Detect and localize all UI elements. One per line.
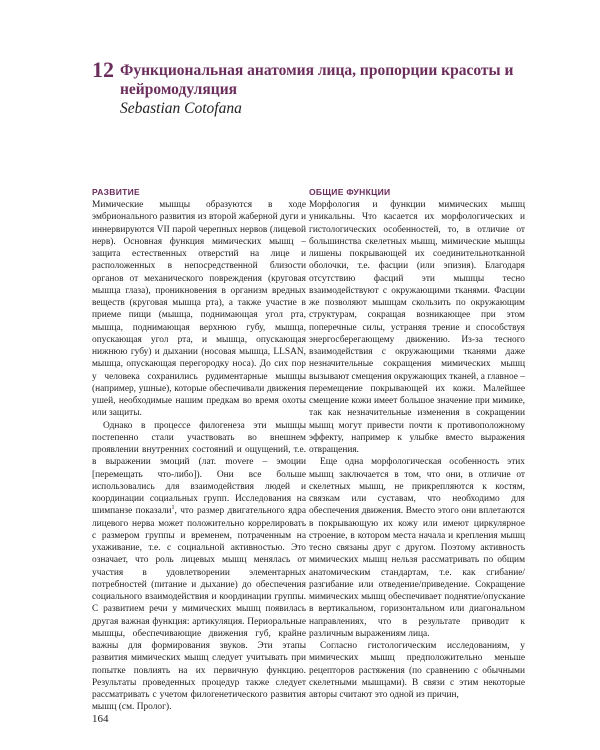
paragraph: Морфология и функции мимических мышц уникальны. Что касается их морфологических и гистологических особенностей, то, в отличие от большинства скелетных мышц, мимические мышцы лишены покрывающей их соединительнотканной оболочки, т.е. фасции (или эпизия). Благодаря отсутствию фасций эти мышцы тесно взаимодействуют с окружающими тканями. Фасции же позволяют мышцам скользить по окружающим структурам, сокращая возникающее при этом поперечные силы, устраняя трение и способствуя энергосберегающему движению. Из-за тесного взаимодействия с окружающими тканями даже незначительные сокращения мимических мышц вызывают смещения окружающих тканей, а главное – перемещение покрывающей их кожи. Малейшее смещение кожи имеет большое значение при мимике, так как незначительные изменения в сокращении мышц могут привести почти к противоположному эффекту, например к улыбке вместо выражения отвращения. — [309, 200, 525, 455]
section-heading-general-functions: ОБЩИЕ ФУНКЦИИ — [309, 187, 391, 197]
left-column — [92, 186, 306, 714]
chapter-title-block — [120, 61, 530, 118]
paragraph-text: , что размер двигательного ядра лицевого нерва может положительно коррелировать с размером группы и временем, потраченным на ухаживание, т.е. с социальной активностью. Это означает, что роль лицевых мышц менялась от участия в удовлетворении элементарных потребностей (питание и дыхание) до обеспечения социального взаимодействия и координации группы. С развитием речи у мимических мышц появилась другая важная функция: артикуляция. Периоральные мышцы, обеспечивающие движения губ, крайне важны для формирования звуков. Эти этапы развития мимических мышц следует учитывать при попытке повлиять на их первичную функцию. Результаты проведенных процедур также следует рассматривать с учетом филогенетического развития мышц (см. Пролог). — [92, 506, 306, 713]
chapter-number: 12 — [92, 57, 114, 82]
paragraph: Еще одна морфологическая особенность этих мышц заключается в том, что они, в отличие от скелетных мышц, не прикрепляются к костям, связкам или суставам, что необходимо для обеспечения движения. Вместо этого они вплетаются в покрывающую их кожу или имеют циркулярное строение, в котором места начала и крепления мышц тесно связаны друг с другом. Поэтому активность мимических мышц нельзя рассматривать по общим анатомическим стандартам, т.е. как сгибание/разгибание или отведение/приведение. Сокращение мимических мышц обеспечивает поднятие/опускание в вертикальном, горизонтальном или диагональном направлениях, что в результате приводит к различным выражениям лица. — [309, 457, 525, 639]
paragraph — [92, 420, 306, 714]
paragraph-text: Однако в процессе филогенеза эти мышцы постепенно стали участвовать во внешнем проявлении внутренних состояний и ощущений, т.е. в выражении эмоций (лат. movere – эмоции [перемещать что-либо]). Они все больше использовались для взаимодействия людей и координации социальных групп. Исследования на шимпанзе показали — [92, 420, 306, 517]
paragraph: Мимические мышцы образуются в ходе эмбрионального развития из второй жаберной дуги и иннервируются VII парой черепных нервов (лицевой нерв). Основная функция мимических мышц – защита естественных отверстий на лице и расположенных в непосредственной близости органов от механического повреждения (круговая мышца глаза), проникновения в организм вредных веществ (круговая мышца рта), а также участие в приеме пищи (мышца, поднимающая угол рта, мышца, поднимающая верхнюю губу, мышца, опускающая угол рта, и мышца, опускающая нижнюю губу) и дыхании (носовая мышца, LLSAN, мышца, опускающая перегородку носа). До сих пор у человека сохранились рудиментарные мышцы (например, ушные), которые обеспечивали движения ушей, необходимые нашим предкам во время охоты или защиты. — [92, 200, 306, 419]
section-heading-development: РАЗВИТИЕ — [92, 187, 141, 197]
paragraph: Согласно гистологическим исследованиям, у мимических мышц предположительно меньше рецепторов растяжения (по сравнению с обычными скелетными мышцами). В связи с этим некоторые авторы считают это одной из причин, — [309, 641, 525, 700]
chapter-author: Sebastian Cotofana — [120, 100, 242, 117]
chapter-title: Функциональная анатомия лица, пропорции красоты и нейромодуляция — [120, 62, 514, 98]
footnote-ref: 1 — [171, 505, 175, 512]
right-column — [309, 186, 525, 701]
page-number: 164 — [92, 713, 109, 725]
